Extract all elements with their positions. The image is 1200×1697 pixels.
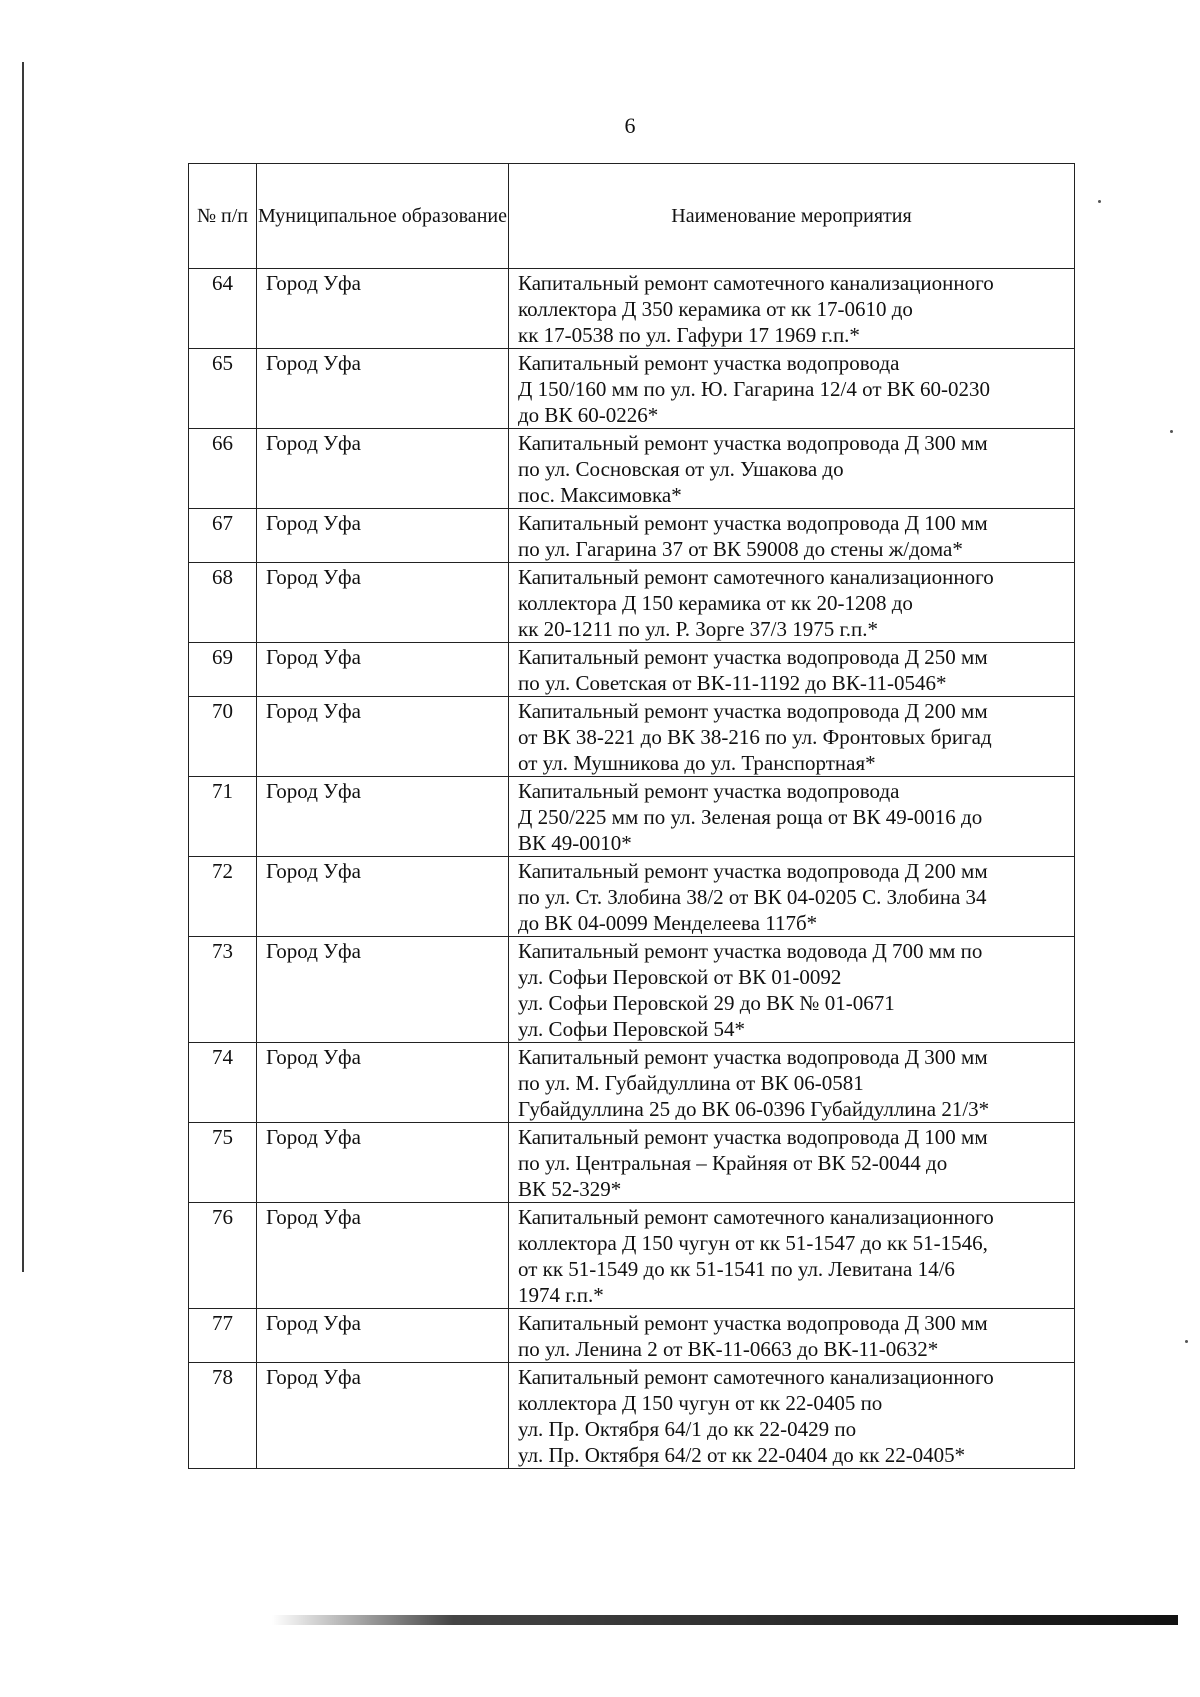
event-line: Капитальный ремонт самотечного канализационного <box>518 271 994 295</box>
row-event-name <box>509 509 1075 563</box>
event-line: Капитальный ремонт участка водопровода Д 100 мм <box>518 511 988 535</box>
table-row <box>189 697 1075 777</box>
row-municipality: Город Уфа <box>257 937 509 1043</box>
event-line: ул. Пр. Октября 64/2 от кк 22-0404 до кк 22-0405* <box>518 1443 966 1467</box>
row-municipality: Город Уфа <box>257 349 509 429</box>
row-event-name <box>509 857 1075 937</box>
scan-edge-left <box>22 62 24 1272</box>
event-line: до ВК 60-0226* <box>518 403 659 427</box>
event-line: Капитальный ремонт участка водопровода Д 300 мм <box>518 1045 988 1069</box>
row-municipality: Город Уфа <box>257 1363 509 1469</box>
row-municipality: Город Уфа <box>257 269 509 349</box>
row-municipality: Город Уфа <box>257 509 509 563</box>
table-body <box>189 269 1075 1469</box>
table-row <box>189 1123 1075 1203</box>
header-number: № п/п <box>189 164 257 269</box>
event-line: ВК 52-329* <box>518 1177 622 1201</box>
row-event-name <box>509 563 1075 643</box>
row-event-name <box>509 1203 1075 1309</box>
row-municipality: Город Уфа <box>257 1123 509 1203</box>
row-event-name <box>509 269 1075 349</box>
table-row <box>189 349 1075 429</box>
event-line: по ул. Ленина 2 от ВК-11-0663 до ВК-11-0632* <box>518 1337 939 1361</box>
row-municipality: Город Уфа <box>257 429 509 509</box>
event-line: от ВК 38-221 до ВК 38-216 по ул. Фронтовых бригад <box>518 725 992 749</box>
row-number: 77 <box>189 1309 257 1363</box>
scan-speck <box>1185 1340 1188 1343</box>
row-number: 75 <box>189 1123 257 1203</box>
event-line: ВК 49-0010* <box>518 831 632 855</box>
event-line: от ул. Мушникова до ул. Транспортная* <box>518 751 876 775</box>
event-line: по ул. Ст. Злобина 38/2 от ВК 04-0205 С. Злобина 34 <box>518 885 987 909</box>
row-event-name <box>509 777 1075 857</box>
event-line: 1974 г.п.* <box>518 1283 604 1307</box>
event-line: Капитальный ремонт участка водопровода <box>518 779 900 803</box>
event-line: Капитальный ремонт участка водопровода Д 250 мм <box>518 645 988 669</box>
event-line: по ул. Гагарина 37 от ВК 59008 до стены ж/дома* <box>518 537 963 561</box>
row-municipality: Город Уфа <box>257 643 509 697</box>
row-number: 74 <box>189 1043 257 1123</box>
event-line: до ВК 04-0099 Менделеева 117б* <box>518 911 818 935</box>
event-line: Капитальный ремонт участка водопровода Д 100 мм <box>518 1125 988 1149</box>
table-row <box>189 1043 1075 1123</box>
event-line: коллектора Д 150 чугун от кк 51-1547 до кк 51-1546, <box>518 1231 988 1255</box>
row-event-name <box>509 643 1075 697</box>
row-number: 73 <box>189 937 257 1043</box>
event-line: Д 250/225 мм по ул. Зеленая роща от ВК 49-0016 до <box>518 805 983 829</box>
event-line: кк 17-0538 по ул. Гафури 17 1969 г.п.* <box>518 323 860 347</box>
row-event-name <box>509 429 1075 509</box>
event-line: по ул. М. Губайдуллина от ВК 06-0581 <box>518 1071 864 1095</box>
row-event-name <box>509 1043 1075 1123</box>
table-row <box>189 857 1075 937</box>
measures-table <box>188 163 1075 1469</box>
event-line: Капитальный ремонт самотечного канализационного <box>518 1365 994 1389</box>
table-row <box>189 269 1075 349</box>
row-municipality: Город Уфа <box>257 563 509 643</box>
row-number: 64 <box>189 269 257 349</box>
event-line: Капитальный ремонт самотечного канализационного <box>518 565 994 589</box>
header-event-name: Наименование мероприятия <box>509 164 1075 269</box>
event-line: кк 20-1211 по ул. Р. Зорге 37/3 1975 г.п.* <box>518 617 878 641</box>
table-row <box>189 777 1075 857</box>
row-event-name <box>509 1309 1075 1363</box>
table-row <box>189 509 1075 563</box>
page-number: 6 <box>624 113 636 138</box>
event-line: коллектора Д 150 чугун от кк 22-0405 по <box>518 1391 883 1415</box>
event-line: Капитальный ремонт участка водопровода <box>518 351 900 375</box>
row-number: 68 <box>189 563 257 643</box>
scan-speck <box>1170 430 1173 433</box>
table-row <box>189 643 1075 697</box>
row-number: 65 <box>189 349 257 429</box>
scan-edge-bottom <box>272 1615 1178 1625</box>
row-number: 71 <box>189 777 257 857</box>
event-line: ул. Софьи Перовской от ВК 01-0092 <box>518 965 842 989</box>
table-row <box>189 1363 1075 1469</box>
table-row <box>189 429 1075 509</box>
row-number: 70 <box>189 697 257 777</box>
event-line: Капитальный ремонт участка водопровода Д 200 мм <box>518 699 988 723</box>
event-line: Д 150/160 мм по ул. Ю. Гагарина 12/4 от ВК 60-0230 <box>518 377 991 401</box>
event-line: Капитальный ремонт самотечного канализационного <box>518 1205 994 1229</box>
event-line: от кк 51-1549 до кк 51-1541 по ул. Левитана 14/6 <box>518 1257 955 1281</box>
event-line: по ул. Центральная – Крайняя от ВК 52-0044 до <box>518 1151 948 1175</box>
event-line: ул. Софьи Перовской 54* <box>518 1017 745 1041</box>
row-event-name <box>509 1123 1075 1203</box>
event-line: по ул. Советская от ВК-11-1192 до ВК-11-0546* <box>518 671 947 695</box>
table-row <box>189 1203 1075 1309</box>
event-line: коллектора Д 150 керамика от кк 20-1208 до <box>518 591 913 615</box>
event-line: по ул. Сосновская от ул. Ушакова до <box>518 457 844 481</box>
event-line: Капитальный ремонт участка водопровода Д 200 мм <box>518 859 988 883</box>
event-line: Капитальный ремонт участка водопровода Д 300 мм <box>518 431 988 455</box>
row-event-name <box>509 1363 1075 1469</box>
row-municipality: Город Уфа <box>257 777 509 857</box>
row-number: 76 <box>189 1203 257 1309</box>
row-municipality: Город Уфа <box>257 1203 509 1309</box>
row-number: 72 <box>189 857 257 937</box>
row-number: 69 <box>189 643 257 697</box>
event-line: Капитальный ремонт участка водопровода Д 300 мм <box>518 1311 988 1335</box>
event-line: Капитальный ремонт участка водовода Д 700 мм по <box>518 939 983 963</box>
row-municipality: Город Уфа <box>257 1309 509 1363</box>
table-row <box>189 1309 1075 1363</box>
event-line: ул. Пр. Октября 64/1 до кк 22-0429 по <box>518 1417 857 1441</box>
row-event-name <box>509 937 1075 1043</box>
row-municipality: Город Уфа <box>257 1043 509 1123</box>
row-number: 66 <box>189 429 257 509</box>
row-event-name <box>509 349 1075 429</box>
row-event-name <box>509 697 1075 777</box>
row-municipality: Город Уфа <box>257 697 509 777</box>
table-header-row <box>189 164 1075 269</box>
header-municipality: Муниципальное образование <box>257 164 509 269</box>
event-line: коллектора Д 350 керамика от кк 17-0610 до <box>518 297 913 321</box>
row-number: 67 <box>189 509 257 563</box>
event-line: Губайдуллина 25 до ВК 06-0396 Губайдуллина 21/3* <box>518 1097 990 1121</box>
table-row <box>189 563 1075 643</box>
scan-speck <box>1098 200 1101 203</box>
event-line: пос. Максимовка* <box>518 483 682 507</box>
row-number: 78 <box>189 1363 257 1469</box>
event-line: ул. Софьи Перовской 29 до ВК № 01-0671 <box>518 991 895 1015</box>
table-row <box>189 937 1075 1043</box>
row-municipality: Город Уфа <box>257 857 509 937</box>
